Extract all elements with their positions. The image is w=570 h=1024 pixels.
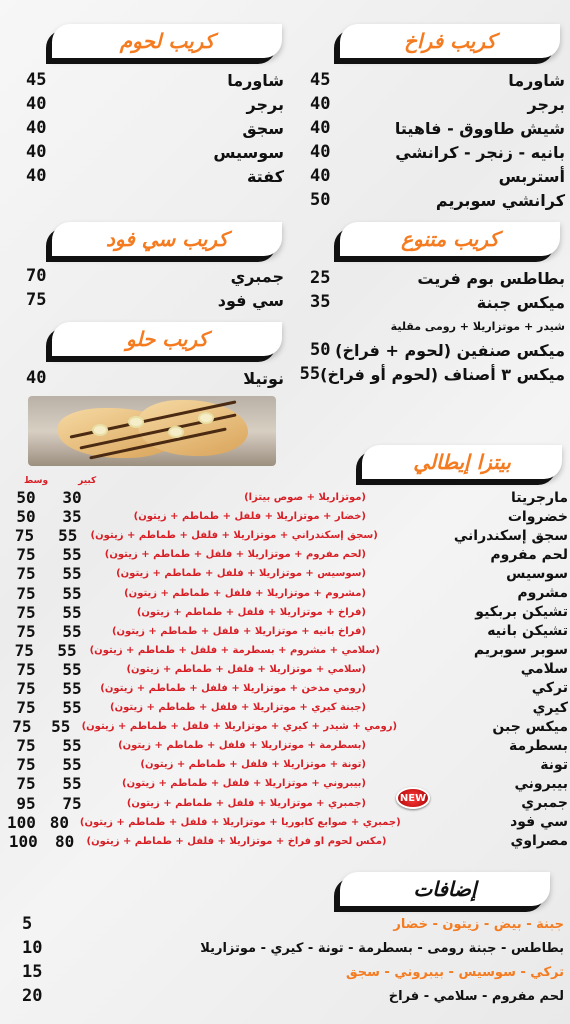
item-price: 55 [299, 364, 321, 384]
pizza-large-price: 75 [16, 736, 36, 756]
pizza-desc: (بيبروني + موتزاريلا + فلفل + طماطم + زيتون) [122, 778, 366, 790]
pizza-large-price: 75 [16, 545, 36, 565]
pizza-row [0, 813, 570, 832]
section-title: كريب فراخ [404, 29, 496, 53]
menu-item [310, 68, 565, 92]
item-name: برجر [527, 94, 565, 114]
item-name: برجر [246, 94, 284, 114]
pizza-medium-price: 80 [54, 831, 75, 851]
pizza-large-price: 75 [16, 621, 36, 641]
section-title: كريب حلو [125, 327, 209, 351]
section-header-pizza [362, 445, 562, 479]
menu-item [26, 140, 284, 164]
pizza-name: تركي [531, 680, 568, 697]
pizza-desc: (سجق إسكندراني + موتزاريلا + فلفل + طماطم + زيتون) [90, 530, 378, 542]
pizza-row [0, 679, 570, 698]
pizza-name: مصراوي [510, 833, 568, 850]
item-price: 40 [310, 118, 331, 138]
extra-price: 15 [22, 962, 43, 982]
pizza-medium-price: 55 [62, 659, 82, 679]
column-large: كبير [78, 476, 97, 486]
pizza-name: لحم مفروم [490, 546, 568, 563]
pizza-list [0, 488, 570, 851]
pizza-desc: (سوسيس + موتزاريلا + فلفل + طماطم + زيتون) [116, 568, 366, 580]
menu-item [310, 290, 565, 314]
pizza-name: سلامي [520, 661, 568, 678]
pizza-row [0, 564, 570, 583]
column-medium: وسط [24, 476, 49, 486]
pizza-name: ميكس جبن [492, 718, 568, 735]
pizza-desc: (جمبري + موتزاريلا + فلفل + طماطم + زيتون) [126, 797, 366, 809]
pizza-large-price: 75 [16, 659, 36, 679]
crepe-photo [28, 396, 276, 466]
pizza-desc: (موتزاريلا + صوص بيتزا) [244, 492, 366, 504]
extra-price: 20 [22, 986, 43, 1006]
pizza-medium-price: 35 [62, 507, 82, 527]
pizza-large-price: 75 [16, 583, 36, 603]
item-price: 40 [26, 94, 47, 114]
pizza-medium-price: 55 [62, 621, 82, 641]
pizza-desc: (لحم مفروم + موتزاريلا + فلفل + طماطم + زيتون) [104, 549, 366, 561]
pizza-large-price: 100 [6, 812, 36, 832]
pizza-large-price: 75 [16, 774, 36, 794]
pizza-large-price: 75 [12, 717, 32, 737]
pizza-desc: (سلامي + مشروم + بسطرمة + فلفل + طماطم + زيتون) [89, 644, 380, 656]
pizza-medium-price: 55 [62, 545, 82, 565]
menu-item [310, 116, 565, 140]
pizza-column-headers [24, 476, 96, 486]
section-title: إضافات [413, 877, 477, 901]
pizza-large-price: 75 [16, 755, 36, 775]
pizza-medium-price: 55 [62, 755, 82, 775]
crepe-lohoom-list [26, 68, 284, 188]
menu-item [26, 116, 284, 140]
pizza-row [0, 660, 570, 679]
menu-item [26, 164, 284, 188]
item-price: 50 [310, 190, 331, 210]
item-price: 40 [310, 166, 331, 186]
pizza-row [0, 698, 570, 717]
item-name: ميكس جبنة [476, 292, 565, 312]
pizza-row [0, 507, 570, 526]
pizza-medium-price: 30 [62, 488, 82, 508]
extra-name: بطاطس - جبنة رومى - بسطرمة - تونة - كيري - موتزاريلا [200, 940, 564, 956]
item-price: 35 [310, 292, 331, 312]
pizza-large-price: 75 [16, 678, 36, 698]
pizza-row [0, 603, 570, 622]
pizza-row [0, 736, 570, 755]
menu-item [26, 68, 284, 92]
section-header-crepe-seafood [52, 222, 282, 256]
item-price: 25 [310, 268, 331, 288]
menu-item [26, 288, 284, 312]
item-name: ميكس صنفين (لحوم + فراخ) [335, 340, 565, 360]
extra-name: تركي - سوسيس - بيبروني - سجق [346, 964, 564, 980]
new-badge: NEW [396, 787, 430, 809]
pizza-desc: (مشروم + موتزاريلا + فلفل + طماطم + زيتون) [124, 587, 366, 599]
pizza-large-price: 50 [16, 488, 36, 508]
crepe-seafood-list [26, 264, 284, 312]
pizza-large-price: 75 [14, 526, 35, 546]
pizza-medium-price: 75 [62, 793, 82, 813]
item-name: بطاطس بوم فريت [417, 268, 565, 288]
pizza-name: مشروم [517, 585, 568, 602]
item-name: كرانشي سوبريم [435, 190, 565, 210]
item-price: 75 [26, 290, 47, 310]
item-price: 40 [26, 368, 47, 388]
menu-item [310, 164, 565, 188]
pizza-medium-price: 55 [51, 717, 71, 737]
menu-item [310, 314, 565, 338]
pizza-desc: (بسطرمة + موتزاريلا + فلفل + طماطم + زيتون) [118, 740, 366, 752]
pizza-row [0, 622, 570, 641]
section-header-crepe-frakh [340, 24, 560, 58]
pizza-desc: (تونة + موتزاريلا + فلفل + طماطم + زيتون) [140, 759, 366, 771]
extra-row [22, 960, 570, 984]
item-name: شاورما [508, 70, 565, 90]
pizza-large-price: 75 [16, 602, 36, 622]
pizza-row [0, 641, 570, 660]
pizza-desc: (رومي + شيدر + كيري + موتزاريلا + فلفل + طماطم + زيتون) [81, 721, 398, 733]
pizza-medium-price: 55 [62, 774, 82, 794]
extra-row [22, 912, 570, 936]
pizza-row [0, 717, 570, 736]
item-name: شيدر + موتزاريلا + رومى مقلية [390, 319, 565, 333]
extra-price: 10 [22, 938, 43, 958]
item-price: 40 [310, 142, 331, 162]
pizza-name: تونة [540, 756, 568, 773]
item-price: 40 [26, 166, 47, 186]
menu-item [310, 338, 565, 362]
pizza-row [0, 526, 570, 545]
pizza-medium-price: 55 [62, 564, 82, 584]
pizza-name: تشيكن بربكيو [475, 604, 568, 621]
section-title: كريب متنوع [401, 227, 499, 251]
item-name: أستربس [498, 166, 565, 186]
pizza-name: تشيكن بانيه [487, 623, 568, 640]
pizza-medium-price: 55 [58, 526, 78, 546]
pizza-name: سوبر سوبريم [473, 642, 568, 659]
menu-item [310, 140, 565, 164]
pizza-name: بسطرمة [508, 737, 568, 754]
crepe-sweet-list [26, 366, 284, 390]
pizza-medium-price: 55 [57, 640, 77, 660]
pizza-name: مارجريتا [510, 489, 568, 506]
menu-item [310, 92, 565, 116]
crepe-mixed-list [299, 266, 565, 386]
pizza-name: كيري [532, 699, 568, 716]
pizza-medium-price: 55 [62, 602, 82, 622]
menu-item [310, 266, 565, 290]
pizza-large-price: 100 [8, 831, 38, 851]
pizza-name: سي فود [510, 814, 568, 831]
menu-item [299, 362, 565, 386]
extra-name: لحم مفروم - سلامي - فراخ [388, 988, 564, 1004]
pizza-row [0, 755, 570, 774]
pizza-desc: (رومي مدخن + موتزاريلا + فلفل + طماطم + زيتون) [100, 682, 366, 694]
section-title: كريب سي فود [106, 227, 228, 251]
item-price: 40 [26, 118, 47, 138]
section-header-crepe-lohoom [52, 24, 282, 58]
extra-row [22, 936, 570, 960]
pizza-row [0, 488, 570, 507]
pizza-desc: (سلامي + موتزاريلا + فلفل + طماطم + زيتون) [126, 663, 366, 675]
item-price: 40 [310, 94, 331, 114]
pizza-medium-price: 55 [62, 678, 82, 698]
pizza-row [0, 583, 570, 602]
pizza-large-price: 75 [16, 698, 36, 718]
item-price: 70 [26, 266, 47, 286]
pizza-medium-price: 55 [62, 698, 82, 718]
section-title: كريب لحوم [119, 29, 215, 53]
item-name: كفتة [246, 166, 284, 186]
menu-item [310, 188, 565, 212]
item-price: 45 [26, 70, 47, 90]
item-name: سي فود [217, 290, 284, 310]
pizza-desc: (فراخ + موتزاريلا + فلفل + طماطم + زيتون) [136, 606, 366, 618]
pizza-name: خضروات [507, 508, 568, 525]
pizza-desc: (مكس لحوم او فراخ + موتزاريلا + فلفل + طماطم + زيتون) [86, 835, 387, 847]
pizza-medium-price: 55 [62, 736, 82, 756]
pizza-large-price: 95 [16, 793, 36, 813]
extra-price: 5 [22, 914, 33, 934]
item-price: 50 [310, 340, 331, 360]
section-header-crepe-mixed [340, 222, 560, 256]
pizza-large-price: 75 [14, 640, 34, 660]
pizza-row [0, 545, 570, 564]
section-title: بيتزا إيطالي [413, 450, 511, 474]
pizza-desc: (خضار + موتزاريلا + فلفل + طماطم + زيتون) [133, 511, 366, 523]
pizza-large-price: 50 [16, 507, 36, 527]
pizza-name: سوسيس [506, 565, 568, 582]
pizza-medium-price: 55 [62, 583, 82, 603]
menu-item [26, 264, 284, 288]
crepe-frakh-list [310, 68, 565, 212]
pizza-large-price: 75 [16, 564, 36, 584]
section-header-extras [340, 872, 550, 906]
item-price: 40 [26, 142, 47, 162]
pizza-name: بيبروني [514, 775, 568, 792]
extra-row [22, 984, 570, 1008]
pizza-desc: (جمبري + صوابع كابوريا + موتزاريلا + فلفل + طماطم + زيتون) [79, 816, 401, 828]
item-name: ميكس ٣ أصناف (لحوم أو فراخ) [320, 364, 565, 384]
pizza-medium-price: 80 [49, 812, 70, 832]
pizza-desc: (فراخ بانيه + موتزاريلا + فلفل + طماطم + زيتون) [111, 625, 366, 637]
item-name: سجق [242, 118, 284, 138]
item-name: نوتيلا [243, 368, 284, 388]
item-name: سوسيس [213, 142, 284, 162]
menu-item [26, 366, 284, 390]
extra-name: جبنة - بيض - زيتون - خضار [393, 916, 564, 932]
pizza-row [0, 774, 570, 793]
pizza-row [0, 794, 570, 813]
section-header-crepe-sweet [52, 322, 282, 356]
item-name: شيش طاووق - فاهيتا [394, 118, 565, 138]
menu-item [26, 92, 284, 116]
item-name: شاورما [227, 70, 284, 90]
pizza-name: سجق إسكندراني [453, 527, 568, 544]
item-price: 45 [310, 70, 331, 90]
extras-list [22, 912, 570, 1008]
pizza-row [0, 832, 570, 851]
pizza-name: جمبري [521, 795, 568, 812]
item-name: بانيه - زنجر - كرانشي [395, 142, 565, 162]
pizza-desc: (جبنة كيري + موتزاريلا + فلفل + طماطم + زيتون) [110, 702, 366, 714]
item-name: جمبري [230, 266, 284, 286]
